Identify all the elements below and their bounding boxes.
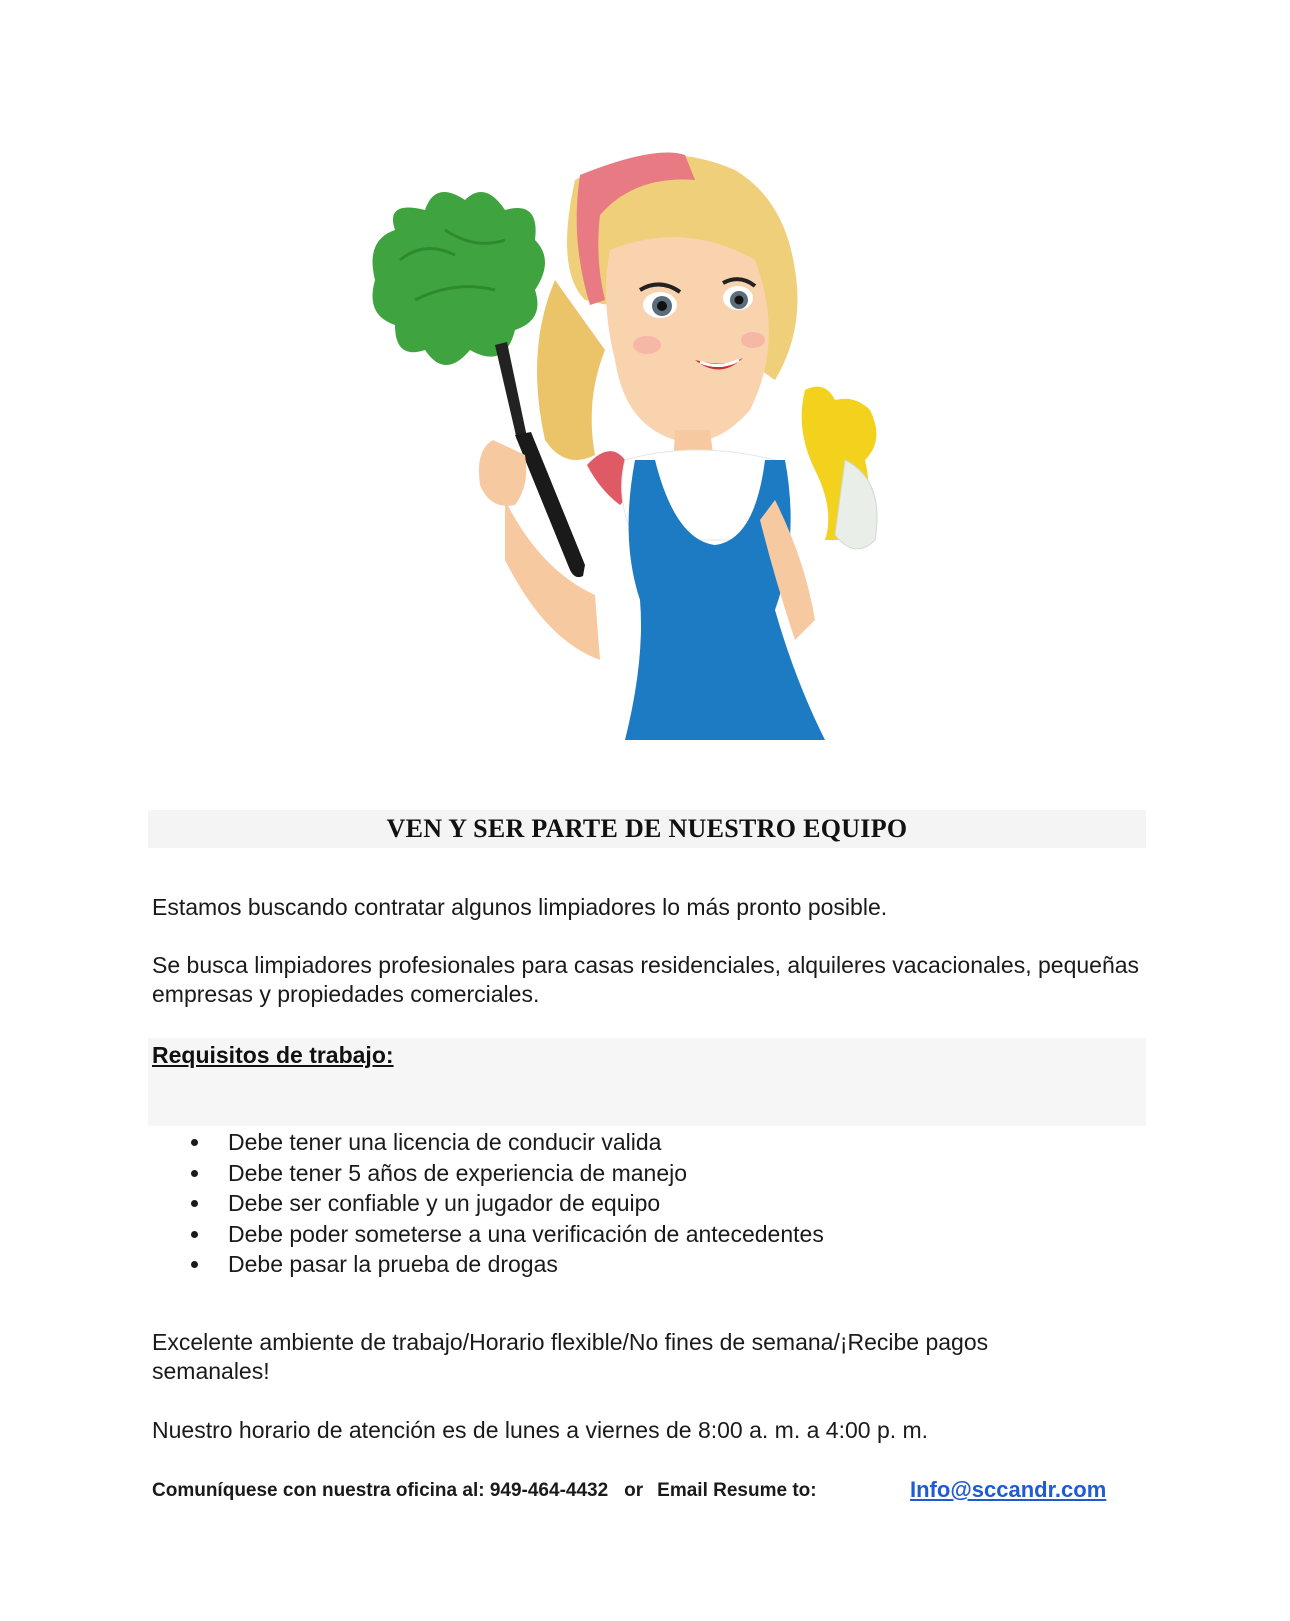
list-item bbox=[185, 1158, 824, 1189]
intro-text: Estamos buscando contratar algunos limpiadores lo más pronto posible. bbox=[152, 894, 888, 920]
bullet-icon bbox=[191, 1170, 198, 1177]
description-text: Se busca limpiadores profesionales para casas residenciales, alquileres vacacionales, pequeñas empresas y propiedades comerciales. bbox=[152, 952, 1140, 1007]
list-item bbox=[185, 1249, 824, 1280]
cleaning-lady-illustration bbox=[355, 140, 935, 760]
page-title: VEN Y SER PARTE DE NUESTRO EQUIPO bbox=[386, 814, 908, 843]
requirements-heading: Requisitos de trabajo: bbox=[152, 1042, 394, 1068]
requirement-text: Debe tener 5 años de experiencia de manejo bbox=[228, 1159, 688, 1186]
bullet-icon bbox=[191, 1261, 198, 1268]
requirement-text: Debe tener una licencia de conducir valida bbox=[228, 1129, 662, 1155]
requirement-text: Debe poder someterse a una verificación de antecedentes bbox=[228, 1220, 824, 1247]
hours-text: Nuestro horario de atención es de lunes a viernes de 8:00 a. m. a 4:00 p. m. bbox=[152, 1417, 929, 1443]
email-label: Email Resume to: bbox=[657, 1480, 817, 1501]
requirement-text: Debe ser confiable y un jugador de equipo bbox=[228, 1190, 661, 1216]
contact-phone-text: Comuníquese con nuestra oficina al: 949-464-4432 bbox=[152, 1480, 609, 1501]
email-link[interactable]: Info@sccandr.com bbox=[910, 1477, 1107, 1502]
contact-line bbox=[152, 1477, 1107, 1502]
bullet-icon bbox=[191, 1139, 198, 1146]
bullet-icon bbox=[191, 1231, 198, 1238]
list-item bbox=[185, 1188, 824, 1219]
requirement-text: Debe pasar la prueba de drogas bbox=[228, 1251, 558, 1277]
benefits-text: Excelente ambiente de trabajo/Horario flexible/No fines de semana/¡Recibe pagos semanales! bbox=[152, 1329, 989, 1384]
list-item bbox=[185, 1127, 824, 1158]
list-item bbox=[185, 1219, 824, 1250]
contact-or-text: or bbox=[624, 1480, 644, 1501]
requirements-list bbox=[185, 1127, 824, 1280]
bullet-icon bbox=[191, 1200, 198, 1207]
